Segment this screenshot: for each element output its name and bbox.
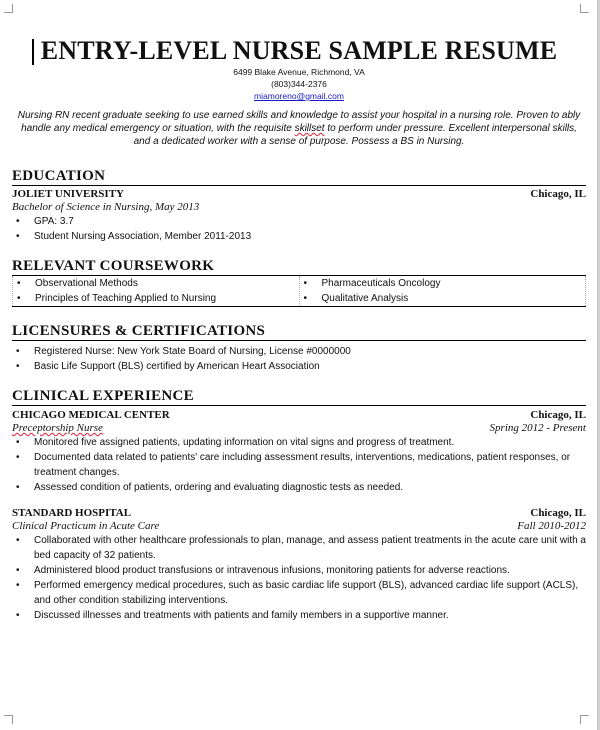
phone: (803)344-2376 <box>271 79 327 89</box>
degree: Bachelor of Science in Nursing, May 2013 <box>12 201 200 213</box>
text-cursor <box>32 39 34 65</box>
coursework-table <box>12 276 586 307</box>
list-item: • Administered blood product transfusions or intravenous infusions, monitoring patients for adverse reactions. <box>12 563 586 578</box>
school-location: Chicago, IL <box>530 188 586 200</box>
list-item: • Student Nursing Association, Member 2011-2013 <box>12 229 586 244</box>
job-dates: Spring 2012 - Present <box>489 422 586 434</box>
list-item: • Discussed illnesses and treatments with patients and family members in a supportive manner. <box>12 608 586 623</box>
margin-corner-mark <box>4 4 13 13</box>
job-role: Preceptorship Nurse <box>12 422 103 434</box>
section-heading: RELEVANT COURSEWORK <box>12 258 586 276</box>
margin-corner-mark <box>580 715 589 724</box>
list-item: • Monitored five assigned patients, updating information on vital signs and progress of treatment. <box>12 435 586 450</box>
education-section <box>12 168 586 244</box>
employer-name: STANDARD HOSPITAL <box>12 507 132 519</box>
section-heading: LICENSURES & CERTIFICATIONS <box>12 323 586 341</box>
coursework-section <box>12 258 586 307</box>
job-role: Clinical Practicum in Acute Care <box>12 520 160 532</box>
job-entry <box>12 409 586 495</box>
resume-body[interactable] <box>12 36 586 623</box>
margin-corner-mark <box>580 4 589 13</box>
list-item: • Registered Nurse: New York State Board of Nursing, License #0000000 <box>12 344 586 359</box>
list-item: • Assessed condition of patients, ordering and evaluating diagnostic tests as needed. <box>12 480 586 495</box>
course-item: • Principles of Teaching Applied to Nursing <box>13 291 299 306</box>
employer-location: Chicago, IL <box>530 409 586 421</box>
experience-section <box>12 388 586 623</box>
spellcheck-word[interactable]: skillset <box>294 123 325 134</box>
summary-paragraph: Nursing RN recent graduate seeking to use earned skills and knowledge to assist your hospital in a nursing role. Proven to ably handle any medical emergency or situation, with the requisite skillset to perform under pressure. Excellent interpersonal skills, and a dedicated worker with a sense of purpose. Possess a BS in Nursing. <box>17 110 581 147</box>
course-item: • Qualitative Analysis <box>300 291 586 306</box>
list-item: • Documented data related to patients' care including assessment results, interventions, medications, patient responses, or treatment changes. <box>12 450 586 480</box>
course-item: • Pharmaceuticals Oncology <box>300 276 586 291</box>
section-heading: CLINICAL EXPERIENCE <box>12 388 586 406</box>
margin-corner-mark <box>4 715 13 724</box>
employer-name: CHICAGO MEDICAL CENTER <box>12 409 170 421</box>
email-link[interactable]: miamoreno@gmail.com <box>254 91 344 101</box>
course-item: • Observational Methods <box>13 276 299 291</box>
list-item: • Basic Life Support (BLS) certified by American Heart Association <box>12 359 586 374</box>
section-heading: EDUCATION <box>12 168 586 186</box>
address: 6499 Blake Avenue, Richmond, VA <box>233 67 365 77</box>
resume-title: ENTRY-LEVEL NURSE SAMPLE RESUME <box>12 36 586 66</box>
school-name: JOLIET UNIVERSITY <box>12 188 124 200</box>
list-item: • Performed emergency medical procedures, such as basic cardiac life support (BLS), advanced cardiac life support (ACLS), and other condition stabilizing interventions. <box>12 578 586 608</box>
job-entry <box>12 507 586 623</box>
list-item: • Collaborated with other healthcare professionals to plan, manage, and assess patient treatments in the acute care unit with a bed capacity of 32 patients. <box>12 533 586 563</box>
list-item: • GPA: 3.7 <box>12 214 586 229</box>
job-dates: Fall 2010-2012 <box>517 520 586 532</box>
employer-location: Chicago, IL <box>530 507 586 519</box>
licenses-section <box>12 323 586 374</box>
